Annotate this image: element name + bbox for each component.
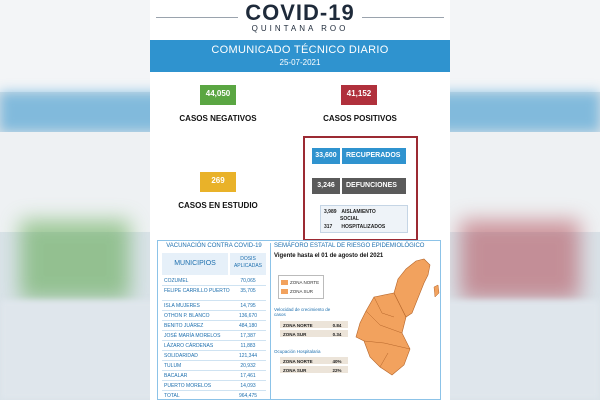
- velocity-row-norte: [280, 321, 348, 329]
- vaccination-row: [162, 362, 266, 371]
- velocity-title: [274, 307, 330, 317]
- municipio-name: LÁZARO CÁRDENAS: [164, 343, 214, 349]
- report-banner: [150, 40, 450, 72]
- positive-cases-label: CASOS POSITIVOS: [323, 114, 397, 123]
- velocity-row-sur: [280, 330, 348, 338]
- vaccination-row: [162, 352, 266, 361]
- doses-applied: 964,475: [238, 393, 258, 399]
- logo-rule-right: [362, 17, 444, 18]
- doses-applied: 14,093: [240, 383, 256, 389]
- zone-name: ZONA SUR: [283, 331, 307, 337]
- doses-applied: 484,180: [238, 323, 258, 329]
- dosis-header-line1: DOSIS: [240, 256, 256, 262]
- municipio-name: BACALAR: [164, 373, 188, 379]
- municipio-name: OTHON P. BLANCO: [164, 313, 210, 319]
- hospitalized-label: HOSPITALIZADOS: [341, 224, 386, 230]
- background-green-blob: [20, 220, 130, 300]
- municipio-name: TULUM: [164, 363, 182, 369]
- deaths-label: DEFUNCIONES: [342, 178, 406, 194]
- positive-cases-box: 41,152: [341, 85, 377, 105]
- doses-applied: 17,461: [240, 373, 256, 379]
- map-cozumel-island: [434, 285, 439, 297]
- dosis-header: [230, 253, 266, 275]
- isolation-label-line2: SOCIAL: [340, 216, 359, 222]
- legend-swatch: [281, 289, 288, 294]
- negative-cases-box: 44,050: [200, 85, 236, 105]
- vaccination-row: [162, 332, 266, 341]
- zone-value: 22%: [332, 367, 342, 373]
- isolation-value: 3,989: [324, 209, 337, 215]
- vaccination-row: [162, 342, 266, 351]
- isolation-hospital-box: [320, 205, 408, 233]
- panel-divider: [270, 243, 271, 400]
- municipio-name: TOTAL: [164, 393, 180, 399]
- vaccination-row: [162, 277, 266, 286]
- deaths-pill: [312, 178, 406, 194]
- occupancy-row-norte: [280, 357, 348, 365]
- vaccination-title: VACUNACIÓN CONTRA COVID-19: [166, 243, 262, 249]
- velocity-title-line1: Velocidad de crecimiento de: [274, 307, 331, 312]
- municipio-name: COZUMEL: [164, 278, 189, 284]
- dosis-header-line2: APLICADAS: [233, 263, 263, 269]
- occupancy-title: Ocupación Hospitalaria: [274, 349, 321, 354]
- hospitalized-value: 317: [324, 224, 333, 230]
- vaccination-row: [162, 287, 266, 301]
- vaccination-row: [162, 372, 266, 381]
- recovered-value: 33,600: [312, 148, 340, 164]
- doses-applied: 14,795: [240, 303, 256, 309]
- municipio-name: FELIPE CARRILLO PUERTO: [164, 288, 230, 294]
- zone-legend: [278, 275, 324, 299]
- logo-subtitle: QUINTANA ROO: [251, 24, 349, 33]
- velocity-title-line2: casos: [274, 312, 286, 317]
- bulletin-document: [150, 0, 450, 400]
- logo-rule-left: [156, 17, 238, 18]
- doses-applied: 70,065: [240, 278, 256, 284]
- zone-value: 0.34: [332, 331, 342, 337]
- background-red-blob: [460, 220, 580, 300]
- doses-applied: 20,932: [240, 363, 256, 369]
- deaths-value: 3,246: [312, 178, 340, 194]
- municipios-header: MUNICIPIOS: [162, 253, 228, 275]
- doses-applied: 136,670: [238, 313, 258, 319]
- study-cases-label: CASOS EN ESTUDIO: [178, 201, 258, 210]
- zone-value: 40%: [332, 358, 342, 364]
- legend-item-norte: [281, 280, 319, 285]
- zone-value: 0.84: [332, 322, 342, 328]
- vaccination-row: [162, 382, 266, 391]
- doses-applied: 17,387: [240, 333, 256, 339]
- zone-name: ZONA NORTE: [283, 358, 313, 364]
- municipio-name: ISLA MUJERES: [164, 303, 200, 309]
- covid-logo: [150, 2, 450, 36]
- municipio-name: PUERTO MORELOS: [164, 383, 212, 389]
- recovered-pill: [312, 148, 406, 164]
- quintana-roo-map: [354, 257, 442, 377]
- recovered-label: RECUPERADOS: [342, 148, 406, 164]
- occupancy-row-sur: [280, 366, 348, 374]
- doses-applied: 35,705: [240, 288, 256, 294]
- legend-item-sur: [281, 289, 313, 294]
- legend-swatch: [281, 280, 288, 285]
- negative-cases-label: CASOS NEGATIVOS: [179, 114, 257, 123]
- logo-title: COVID-19: [245, 0, 355, 25]
- banner-title: COMUNICADO TÉCNICO DIARIO: [211, 44, 389, 56]
- legend-label: ZONA NORTE: [290, 280, 320, 285]
- vaccination-row: [162, 322, 266, 331]
- zone-name: ZONA NORTE: [283, 322, 313, 328]
- vaccination-row: [162, 312, 266, 321]
- lower-panel: [157, 240, 441, 400]
- zone-name: ZONA SUR: [283, 367, 307, 373]
- doses-applied: 11,883: [240, 343, 256, 349]
- municipio-name: BENITO JUÁREZ: [164, 323, 204, 329]
- semaforo-vigencia: Vigente hasta el 01 de agosto del 2021: [274, 253, 384, 259]
- municipio-name: SOLIDARIDAD: [164, 353, 198, 359]
- municipio-name: JOSÉ MARÍA MORELOS: [164, 333, 221, 339]
- banner-date: 25-07-2021: [279, 58, 321, 67]
- study-cases-box: 269: [200, 172, 236, 192]
- doses-applied: 121,344: [238, 353, 258, 359]
- vaccination-row: [162, 392, 266, 400]
- legend-label: ZONA SUR: [290, 289, 314, 294]
- vaccination-row: [162, 302, 266, 311]
- isolation-label-line1: AISLAMIENTO: [341, 209, 376, 215]
- semaforo-title: SEMÁFORO ESTATAL DE RIESGO EPIDEMIOLÓGICO: [274, 243, 425, 249]
